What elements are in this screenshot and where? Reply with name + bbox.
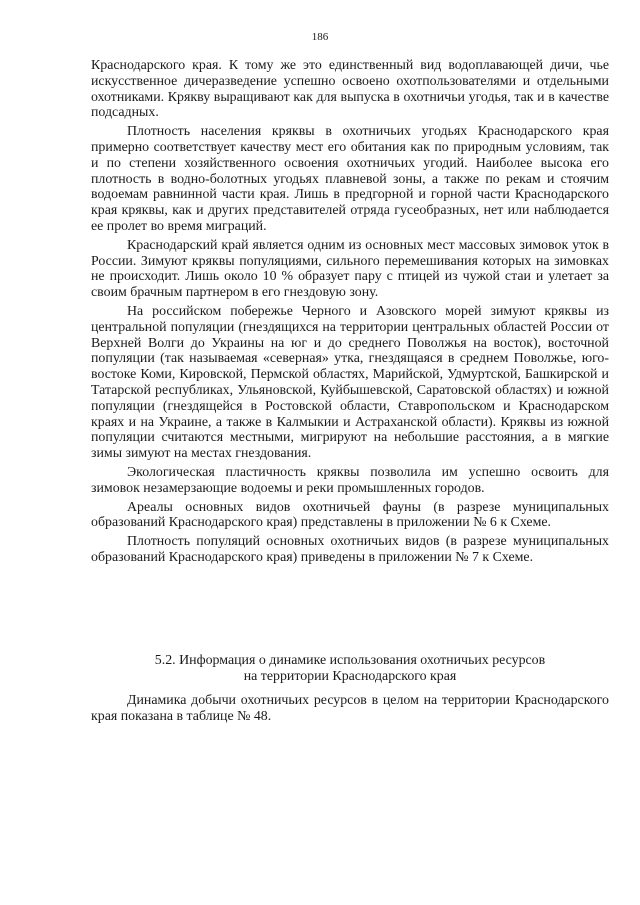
paragraph-7: Плотность популяций основных охотничьих видов (в разрезе муниципальных образований Краснодарского края) приведены в приложении № 7 к Схеме. — [91, 534, 609, 565]
section-heading — [91, 653, 609, 685]
paragraph-4: На российском побережье Черного и Азовского морей зимуют кряквы из центральной популяции (гнездящихся на территории центральных областей России от Верхней Волги до Украины на юг и до среднего Поволжья на восток), восточной популяции (так называемая «северная» утка, гнездящаяся в среднем Поволжье, юго-востоке Коми, Кировской, Пермской областях, Марийской, Удмуртской, Башкирской и Татарской республиках, Ульяновской, Куйбышевской, Саратовской областях) и южной популяции (гнездящейся в Ростовской области, Ставропольском и Краснодарском краях и на Украине, а также в Калмыкии и Астраханской области). Кряквы из южной популяции считаются местными, мигрируют на небольшие расстояния, а в мягкие зимы зимуют на местах гнездования. — [91, 303, 609, 462]
paragraph-6: Ареалы основных видов охотничьей фауны (в разрезе муниципальных образований Краснодарского края) представлены в приложении № 6 к Схеме. — [91, 499, 609, 531]
section-heading-line-2: на территории Краснодарского края — [243, 669, 457, 684]
section-heading-line-1: 5.2. Информация о динамике использования охотничьих ресурсов — [154, 653, 546, 668]
paragraph-5: Экологическая пластичность кряквы позволила им успешно освоить для зимовок незамерзающие водоемы и реки промышленных городов. — [91, 464, 609, 496]
closing-text — [91, 693, 609, 725]
body-text — [91, 58, 609, 569]
page-number: 186 — [311, 31, 329, 43]
paragraph-1: Краснодарского края. К тому же это единственный вид водоплавающей дичи, чье искусственное дичеразведение успешно освоено охотпользователями и отдельными охотниками. Крякву выращивают как для выпуска в охотничьи угодья, так и в качестве подсадных. — [91, 58, 609, 121]
closing-paragraph: Динамика добычи охотничьих ресурсов в целом на территории Краснодарского края показана в таблице № 48. — [91, 693, 609, 724]
paragraph-3: Краснодарский край является одним из основных мест массовых зимовок уток в России. Зимуют кряквы популяциями, сильного перемешивания которых на зимовках не происходит. Лишь около 10 % образует пару с птицей из чужой стаи и улетает за своим брачным партнером в его гнездовую зону. — [91, 237, 609, 301]
paragraph-2: Плотность населения кряквы в охотничьих угодьях Краснодарского края примерно соответствует качеству мест его обитания как по природным условиям, так и по степени хозяйственного освоения охотничьих угодий. Наиболее высока его плотность в водно-болотных угодьях плавневой зоны, а также по рекам и стоячим водоемам равнинной части края. Лишь в предгорной и горной части Краснодарского края кряквы, как и других представителей отряда гусеобразных, нет или наблюдается ее пролет во время миграций. — [91, 124, 609, 234]
